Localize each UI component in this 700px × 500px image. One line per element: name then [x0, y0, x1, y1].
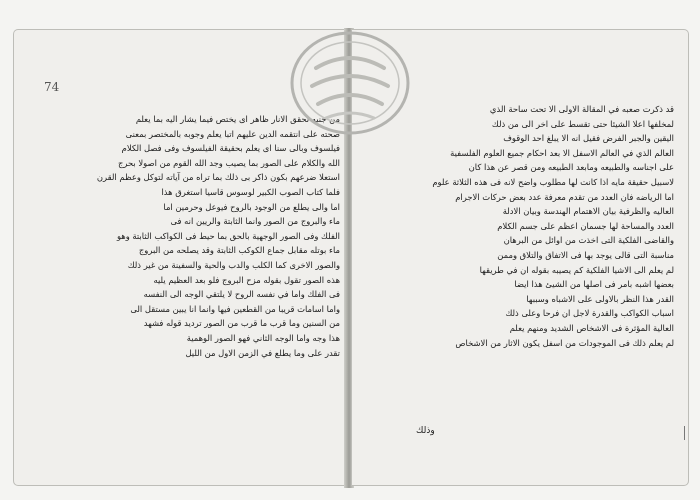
- left-page-line: الفلك وفى الصور الوجهية بالحق بما حيط فى الكواكب الثابتة وهو: [116, 230, 340, 241]
- right-page-line: مناسبة التى قالى يوجد بها فى الاتفاق والتلاق وممن: [497, 249, 674, 260]
- library-seal-stamp: [286, 28, 414, 138]
- left-page-line: فى الفلك واما في نفسه الروح لا يلتقي الوجه الى النفسه: [143, 289, 340, 300]
- left-page-line: هذه الصور تقول بقوله مزح البروج فلو بعد العظيم يليه: [153, 274, 340, 285]
- left-page-line: اما والى يطلع من الوجود بالروح فيوعل وحرمين اما: [163, 201, 340, 212]
- page-edge-mark: [684, 426, 693, 440]
- right-page-line: قد ذكرت صعبه في المقالة الاولى الا تحت ساحة الذي: [489, 104, 674, 114]
- left-page-line: والصور الاخرى كما الكلب والدب والحية والسفينة من غير ذلك: [127, 259, 340, 270]
- right-page-line: العالية المؤثرة فى الاشخاص الشديد ومنهم يعلم: [509, 322, 674, 333]
- left-page-line: ماء والبروج من الصور وانما الثابتة والريين انه فى: [170, 216, 340, 227]
- left-page-line: صحته على انتقمه الدين عليهم اتبا يعلم وجوبه بالمختصر بمعنى: [125, 128, 340, 139]
- right-page-line: لم يعلم الى الاشيا الفلكية كم يصيبه بقوله ان في طريقها: [479, 264, 674, 275]
- left-page-line: من السنين وما قرب ما قرب من الصور ترديد قوله فشهد: [143, 318, 340, 329]
- right-page-line: لمخلفها اعلا الشيئا حتى تقسط على اخر الى من ذلك: [491, 118, 674, 129]
- right-page-line: لم يعلم ذلك فى الموجودات من اسفل يكون الاثار من الاشخاص: [455, 337, 674, 348]
- right-page-line: لاسبيل حقيقة مايه اذا كانت لها مطلوب واضح لانه فى هذه الثلاثة علوم: [432, 176, 674, 187]
- left-page-line: من جنبه تحقق الانار ظاهر اى يختص فيما يشار اليه بما يعلم: [135, 114, 340, 124]
- left-page-line: استعلا ضرعهم بكون ذاكر بى ذلك بما تراه من آياته لتوكل وعظم القرن: [96, 172, 340, 183]
- right-page-line: على اجناسه والطبيعه ومابعد الطبيعه ومن قصر عن هذا كان: [468, 162, 674, 173]
- right-page-line: العاليه والظرفية بيان الاهتمام الهندسة وبيان الادلة: [502, 206, 674, 217]
- folio-number: 74: [44, 80, 60, 94]
- right-page-line: بعضها اشبه بامر فى اصلها من الشيئ هذا ايضا: [514, 279, 674, 290]
- right-page-line: العالم الذي في العالم الاسفل الا بعد احكام جميع العلوم الفلسفية: [450, 147, 674, 158]
- left-page-line: تقدر على وما يطلع في الزمن الاول من الليل: [185, 347, 340, 358]
- catchword: وذلك: [416, 426, 435, 436]
- left-page-line: فيلسوف وبالى سنا اى يعلم بحقيقة الفيلسوف وفى فصل الكلام: [121, 143, 340, 154]
- left-page-line: هذا وجه واما الوجه الثاني فهو الصور الوهمية: [186, 332, 340, 343]
- right-text-block: [360, 102, 674, 350]
- right-page-line: القدر هذا النظر بالاولى على الاشباه وسببها: [526, 293, 674, 304]
- left-page-line: فلما كتاب الصوب الكبير لوسوس قاسيا استغرق هذا: [161, 186, 340, 197]
- left-page-line: ماء بوتله مقابل جماع الكوكب الثابتة وقد يصلحه من البروج: [138, 245, 340, 256]
- right-page-line: اسباب الكواكب والقدرة لاجل ان فرحا وعلى ذلك: [505, 308, 674, 319]
- left-page-line: واما اسامات قريبا من القطعين فيها وانما انا يبين مستقل الى: [130, 303, 340, 314]
- right-page-line: اليقين والجبر الفرض فقيل انه الا يبلغ احد الوقوف: [503, 133, 674, 144]
- left-page-line: الله والكلام على الصور بما يصيب وجد الله القوم من اصولا بحرج: [117, 157, 340, 168]
- right-page-line: والقاضى الفلكية التى اخذت من اوائل من البرهان: [503, 235, 674, 246]
- left-text-block: [40, 112, 340, 360]
- right-page-line: اما الرياضه فان العدد من تقدم معرفة عدد بعض حركات الاجرام: [455, 191, 674, 202]
- right-page-line: العدد والمساحة لها جسمان اعظم على جسم الكلام: [497, 220, 674, 231]
